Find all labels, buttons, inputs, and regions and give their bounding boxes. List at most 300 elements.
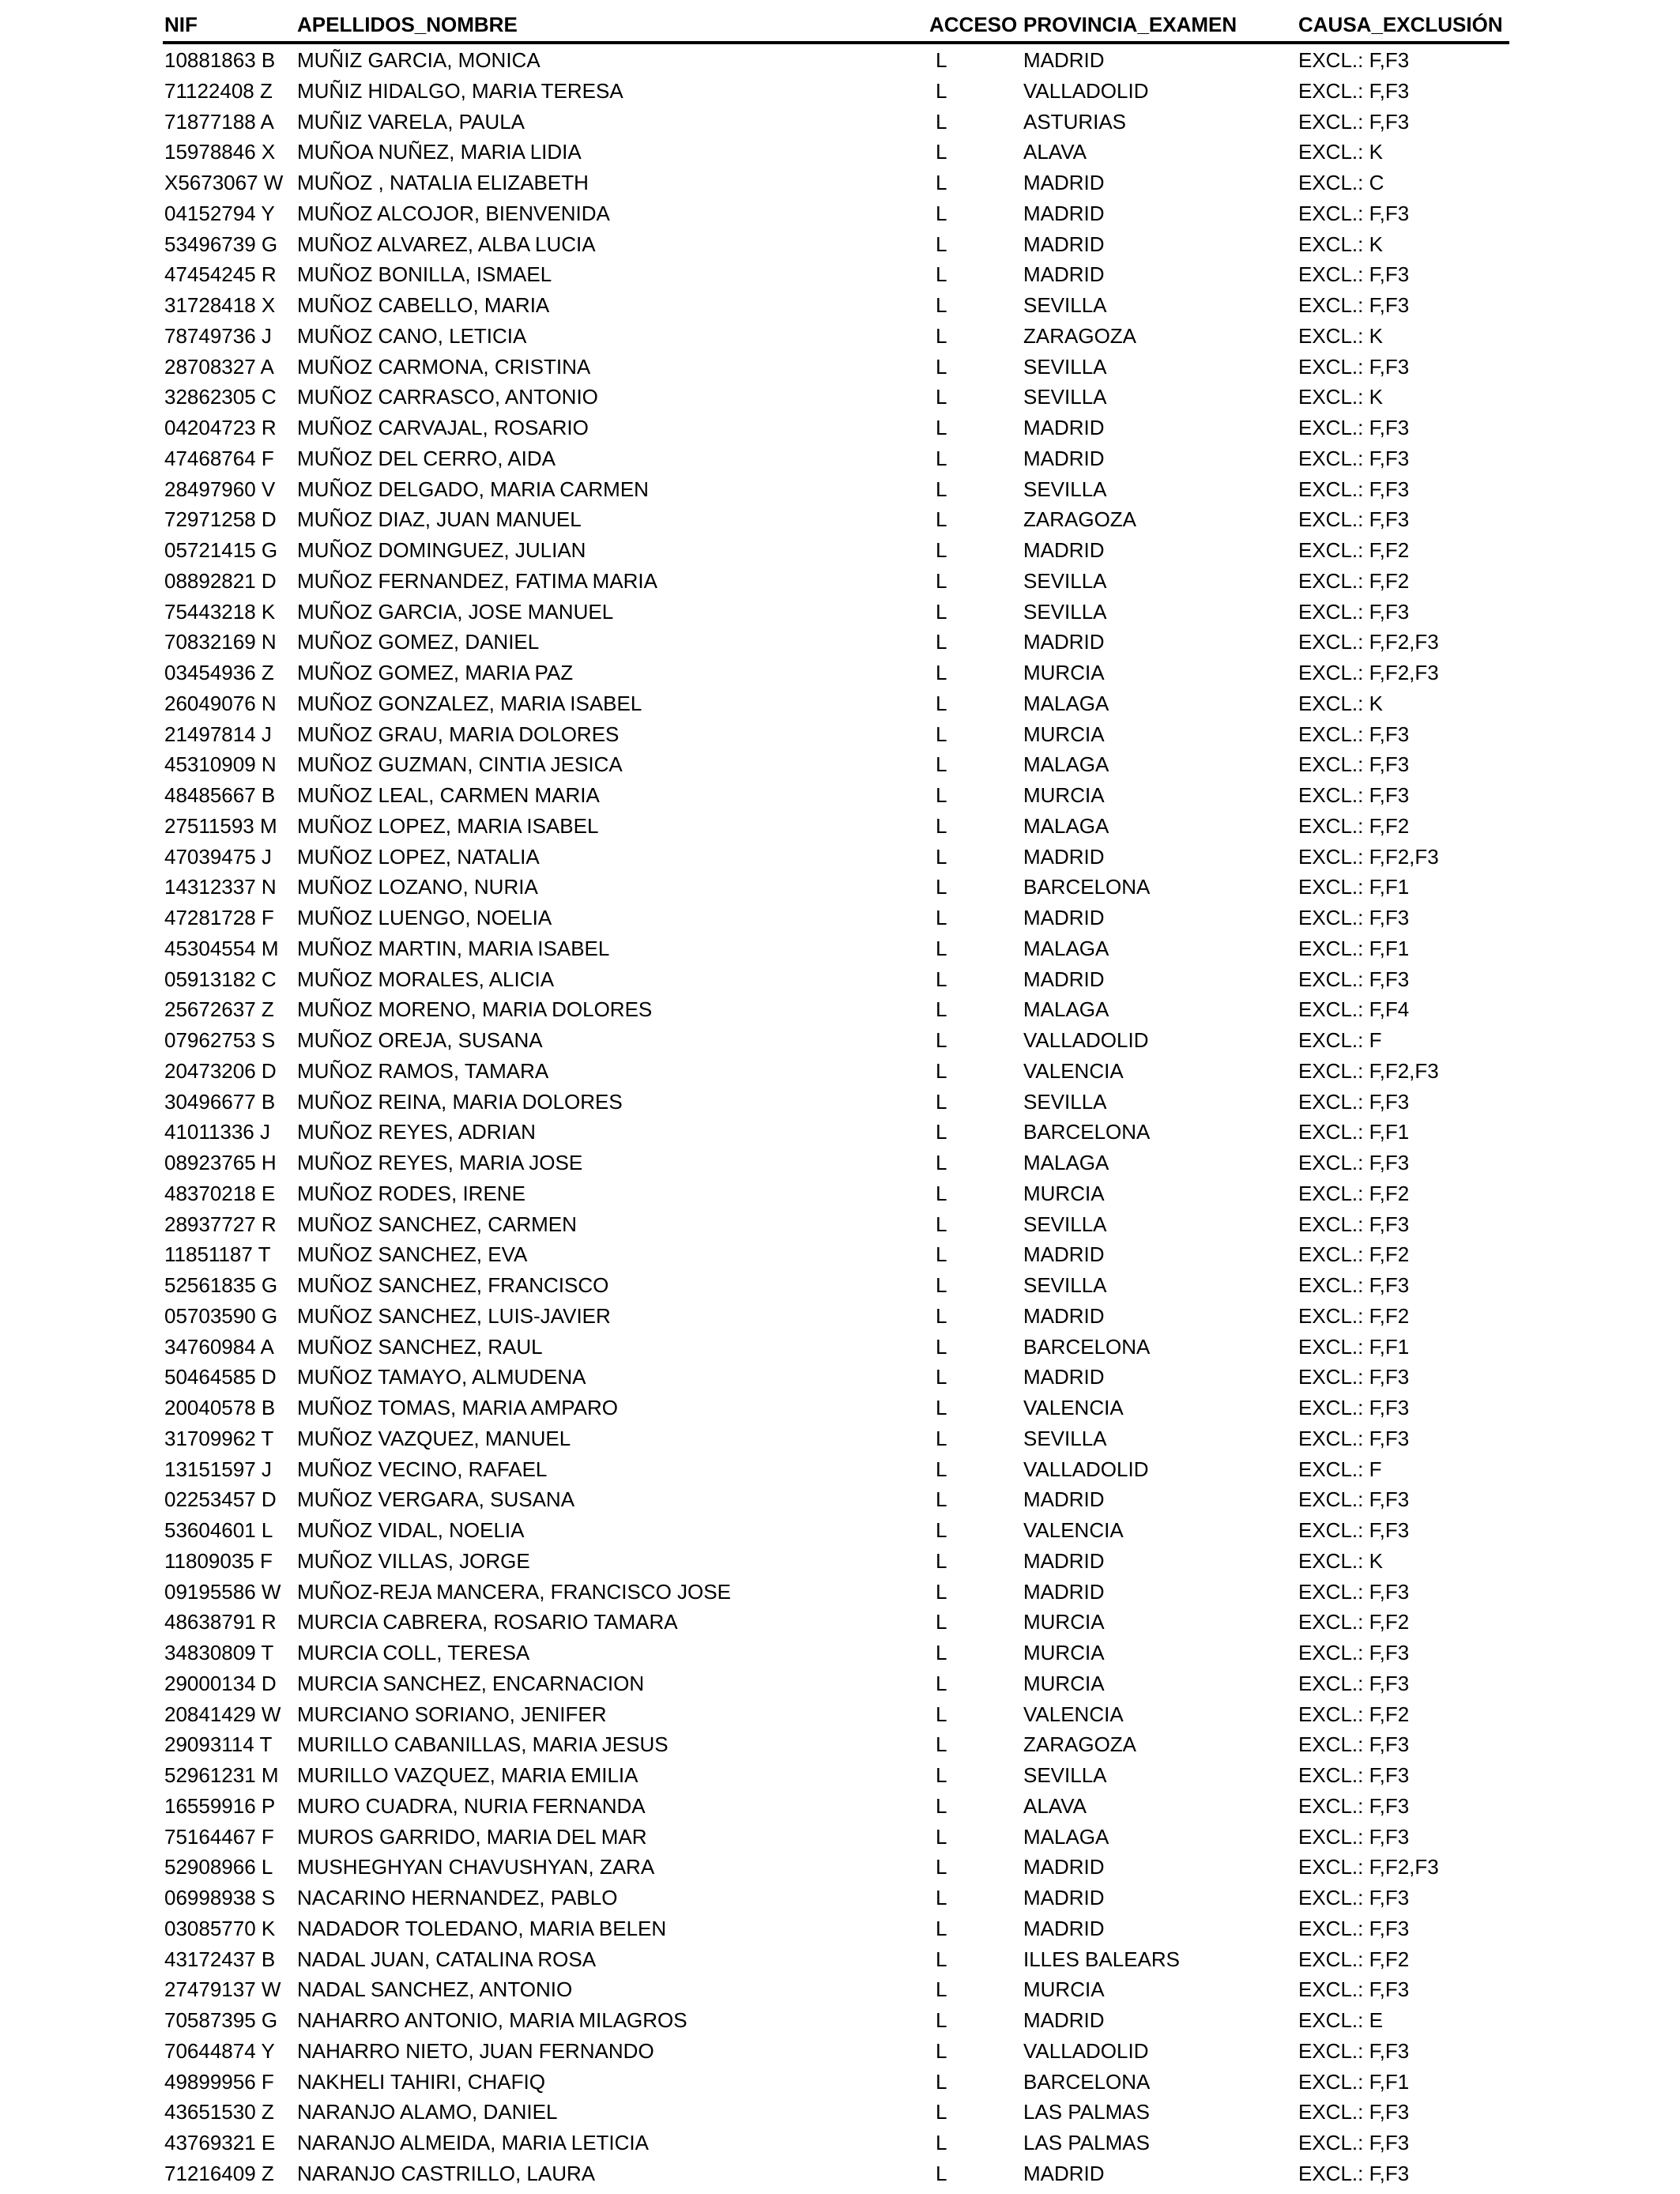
cell-causa-exclusion: EXCL.: K bbox=[1298, 323, 1383, 348]
cell-apellidos-nombre: NAHARRO NIETO, JUAN FERNANDO bbox=[297, 2038, 654, 2063]
cell-acceso: L bbox=[936, 661, 947, 684]
table-row bbox=[163, 75, 1509, 106]
table-row bbox=[163, 688, 1509, 718]
cell-provincia-examen: VALENCIA bbox=[1023, 1396, 1124, 1419]
cell-acceso: L bbox=[936, 1120, 947, 1144]
cell-causa-exclusion: EXCL.: F,F3 bbox=[1298, 967, 1410, 991]
table-row bbox=[163, 565, 1509, 596]
cell-provincia-examen: MURCIA bbox=[1023, 1181, 1105, 1205]
cell-acceso: L bbox=[936, 1886, 947, 1909]
cell-provincia-examen: MURCIA bbox=[1023, 661, 1105, 684]
cell-acceso: L bbox=[936, 1793, 947, 1818]
cell-apellidos-nombre: MUÑOZ DELGADO, MARIA CARMEN bbox=[297, 477, 649, 501]
header-apellidos-nombre: APELLIDOS_NOMBRE bbox=[297, 13, 518, 36]
cell-provincia-examen: MADRID bbox=[1023, 262, 1105, 287]
table-row bbox=[163, 381, 1509, 412]
table-row bbox=[163, 1973, 1509, 2004]
cell-apellidos-nombre: MUÑOZ MARTIN, MARIA ISABEL bbox=[297, 936, 610, 960]
cell-nif: 07962753 S bbox=[164, 1028, 276, 1052]
cell-nif: 71122408 Z bbox=[164, 78, 273, 103]
cell-causa-exclusion: EXCL.: F,F1 bbox=[1298, 936, 1410, 960]
cell-apellidos-nombre: MURCIA COLL, TERESA bbox=[297, 1641, 530, 1664]
cell-nif: 05913182 C bbox=[164, 967, 277, 991]
cell-acceso: L bbox=[936, 1242, 947, 1267]
table-row bbox=[163, 1300, 1509, 1331]
cell-causa-exclusion: EXCL.: F,F2 bbox=[1298, 568, 1410, 593]
cell-causa-exclusion: EXCL.: F,F3 bbox=[1298, 1579, 1410, 1604]
cell-causa-exclusion: EXCL.: K bbox=[1298, 691, 1383, 715]
cell-nif: 27479137 W bbox=[164, 1977, 281, 2002]
cell-apellidos-nombre: MURCIA SANCHEZ, ENCARNACION bbox=[297, 1671, 645, 1695]
cell-apellidos-nombre: MUÑOZ VAZQUEZ, MANUEL bbox=[297, 1426, 571, 1450]
cell-apellidos-nombre: MUÑIZ VARELA, PAULA bbox=[297, 109, 525, 134]
cell-causa-exclusion: EXCL.: K bbox=[1298, 140, 1383, 164]
cell-causa-exclusion: EXCL.: F,F3 bbox=[1298, 1089, 1410, 1114]
table-row bbox=[163, 933, 1509, 963]
cell-causa-exclusion: EXCL.: F,F2 bbox=[1298, 813, 1410, 838]
cell-nif: 14312337 N bbox=[164, 875, 277, 899]
cell-acceso: L bbox=[936, 48, 947, 72]
cell-provincia-examen: SEVILLA bbox=[1023, 1426, 1107, 1450]
cell-provincia-examen: SEVILLA bbox=[1023, 385, 1107, 409]
cell-causa-exclusion: EXCL.: F,F2,F3 bbox=[1298, 1855, 1439, 1879]
cell-acceso: L bbox=[936, 599, 947, 624]
table-row bbox=[163, 657, 1509, 688]
cell-acceso: L bbox=[936, 2161, 947, 2185]
cell-nif: 04152794 Y bbox=[164, 201, 275, 225]
cell-provincia-examen: ASTURIAS bbox=[1023, 109, 1127, 134]
cell-acceso: L bbox=[936, 1396, 947, 1419]
table-row bbox=[163, 1637, 1509, 1668]
cell-apellidos-nombre: MUÑOZ RAMOS, TAMARA bbox=[297, 1058, 549, 1083]
cell-causa-exclusion: EXCL.: F,F3 bbox=[1298, 1273, 1410, 1297]
cell-apellidos-nombre: NAKHELI TAHIRI, CHAFIQ bbox=[297, 2069, 545, 2094]
cell-apellidos-nombre: MUÑOZ SANCHEZ, LUIS-JAVIER bbox=[297, 1303, 611, 1328]
cell-apellidos-nombre: MUÑOZ MORALES, ALICIA bbox=[297, 967, 555, 991]
cell-apellidos-nombre: MUSHEGHYAN CHAVUSHYAN, ZARA bbox=[297, 1855, 655, 1879]
header-provincia-examen: PROVINCIA_EXAMEN bbox=[1023, 13, 1237, 36]
cell-acceso: L bbox=[936, 1334, 947, 1359]
table-row bbox=[163, 289, 1509, 320]
table-row bbox=[163, 1238, 1509, 1269]
cell-acceso: L bbox=[936, 568, 947, 593]
cell-apellidos-nombre: MUÑOZ RODES, IRENE bbox=[297, 1181, 525, 1205]
cell-acceso: L bbox=[936, 722, 947, 746]
cell-provincia-examen: BARCELONA bbox=[1023, 1120, 1151, 1144]
cell-causa-exclusion: EXCL.: F,F3 bbox=[1298, 416, 1410, 439]
cell-acceso: L bbox=[936, 2131, 947, 2154]
cell-apellidos-nombre: MUÑOZ DEL CERRO, AIDA bbox=[297, 446, 556, 470]
cell-provincia-examen: BARCELONA bbox=[1023, 1334, 1151, 1359]
cell-acceso: L bbox=[936, 507, 947, 532]
cell-apellidos-nombre: NARANJO ALAMO, DANIEL bbox=[297, 2100, 558, 2124]
cell-nif: 04204723 R bbox=[164, 416, 277, 439]
cell-nif: 28937727 R bbox=[164, 1212, 277, 1236]
cell-nif: 30496677 B bbox=[164, 1089, 276, 1114]
cell-provincia-examen: SEVILLA bbox=[1023, 477, 1107, 501]
cell-acceso: L bbox=[936, 1579, 947, 1604]
table-row bbox=[163, 2158, 1509, 2188]
cell-nif: 49899956 F bbox=[164, 2069, 274, 2094]
cell-provincia-examen: MALAGA bbox=[1023, 1151, 1109, 1174]
cell-causa-exclusion: EXCL.: F,F3 bbox=[1298, 78, 1410, 103]
cell-nif: 31728418 X bbox=[164, 293, 276, 317]
table-row bbox=[163, 718, 1509, 749]
cell-causa-exclusion: EXCL.: F,F3 bbox=[1298, 783, 1410, 807]
cell-nif: 32862305 C bbox=[164, 385, 277, 409]
table-row bbox=[163, 1024, 1509, 1055]
cell-apellidos-nombre: MUÑOZ SANCHEZ, EVA bbox=[297, 1242, 528, 1267]
table-row bbox=[163, 1147, 1509, 1178]
cell-apellidos-nombre: NARANJO ALMEIDA, MARIA LETICIA bbox=[297, 2131, 649, 2154]
cell-apellidos-nombre: MUÑOZ LOZANO, NURIA bbox=[297, 875, 538, 899]
cell-causa-exclusion: EXCL.: K bbox=[1298, 385, 1383, 409]
cell-causa-exclusion: EXCL.: F,F3 bbox=[1298, 1793, 1410, 1818]
cell-apellidos-nombre: MUÑOZ TAMAYO, ALMUDENA bbox=[297, 1365, 586, 1389]
cell-provincia-examen: MALAGA bbox=[1023, 936, 1109, 960]
cell-causa-exclusion: EXCL.: F,F3 bbox=[1298, 1824, 1410, 1849]
cell-nif: 71216409 Z bbox=[164, 2161, 274, 2185]
cell-causa-exclusion: EXCL.: F bbox=[1298, 1457, 1382, 1481]
cell-provincia-examen: MADRID bbox=[1023, 1886, 1105, 1909]
cell-apellidos-nombre: MUÑOZ GONZALEZ, MARIA ISABEL bbox=[297, 691, 642, 715]
cell-causa-exclusion: EXCL.: F,F3 bbox=[1298, 1977, 1410, 2002]
cell-causa-exclusion: EXCL.: F,F3 bbox=[1298, 1886, 1410, 1909]
cell-nif: 31709962 T bbox=[164, 1426, 274, 1450]
cell-nif: 21497814 J bbox=[164, 722, 272, 746]
cell-apellidos-nombre: MUÑOZ GRAU, MARIA DOLORES bbox=[297, 722, 620, 746]
table-body bbox=[163, 44, 1509, 2188]
cell-provincia-examen: MALAGA bbox=[1023, 691, 1109, 715]
cell-nif: 05721415 G bbox=[164, 538, 278, 562]
table-row bbox=[163, 2127, 1509, 2158]
cell-provincia-examen: VALENCIA bbox=[1023, 1702, 1124, 1726]
cell-causa-exclusion: EXCL.: F,F3 bbox=[1298, 1518, 1410, 1542]
cell-causa-exclusion: EXCL.: F,F2 bbox=[1298, 1610, 1410, 1634]
cell-nif: 10881863 B bbox=[164, 48, 276, 72]
table-row bbox=[163, 136, 1509, 167]
cell-nif: 48370218 E bbox=[164, 1181, 276, 1205]
table-row bbox=[163, 871, 1509, 902]
table-row bbox=[163, 810, 1509, 841]
table-row bbox=[163, 1576, 1509, 1607]
cell-acceso: L bbox=[936, 1916, 947, 1940]
cell-nif: 29000134 D bbox=[164, 1671, 277, 1695]
cell-acceso: L bbox=[936, 323, 947, 348]
cell-nif: 50464585 D bbox=[164, 1365, 277, 1389]
cell-acceso: L bbox=[936, 1548, 947, 1573]
cell-nif: 47039475 J bbox=[164, 844, 272, 869]
cell-apellidos-nombre: NADAL JUAN, CATALINA ROSA bbox=[297, 1947, 597, 1971]
table-row bbox=[163, 2035, 1509, 2066]
cell-causa-exclusion: EXCL.: F,F1 bbox=[1298, 2069, 1410, 2094]
cell-acceso: L bbox=[936, 2038, 947, 2063]
exclusion-table bbox=[163, 8, 1509, 2188]
cell-apellidos-nombre: MUÑOZ REYES, ADRIAN bbox=[297, 1120, 536, 1144]
cell-nif: 47468764 F bbox=[164, 446, 274, 470]
cell-causa-exclusion: EXCL.: F,F3 bbox=[1298, 354, 1410, 379]
cell-causa-exclusion: EXCL.: F,F3 bbox=[1298, 1396, 1410, 1419]
cell-provincia-examen: MADRID bbox=[1023, 1242, 1105, 1267]
cell-apellidos-nombre: MUÑOZ VERGARA, SUSANA bbox=[297, 1487, 575, 1512]
cell-nif: 47281728 F bbox=[164, 906, 274, 929]
cell-acceso: L bbox=[936, 813, 947, 838]
cell-causa-exclusion: EXCL.: F,F2,F3 bbox=[1298, 661, 1439, 684]
cell-provincia-examen: SEVILLA bbox=[1023, 568, 1107, 593]
cell-provincia-examen: MADRID bbox=[1023, 538, 1105, 562]
cell-acceso: L bbox=[936, 1947, 947, 1971]
cell-causa-exclusion: EXCL.: F,F3 bbox=[1298, 906, 1410, 929]
cell-nif: 15978846 X bbox=[164, 140, 276, 164]
cell-provincia-examen: ALAVA bbox=[1023, 1793, 1087, 1818]
cell-apellidos-nombre: NARANJO CASTRILLO, LAURA bbox=[297, 2161, 596, 2185]
table-row bbox=[163, 1361, 1509, 1392]
cell-provincia-examen: VALENCIA bbox=[1023, 1518, 1124, 1542]
cell-causa-exclusion: EXCL.: C bbox=[1298, 171, 1384, 194]
table-row bbox=[163, 167, 1509, 198]
table-row bbox=[163, 902, 1509, 933]
cell-nif: 52908966 L bbox=[164, 1855, 273, 1879]
cell-causa-exclusion: EXCL.: F,F3 bbox=[1298, 722, 1410, 746]
cell-acceso: L bbox=[936, 1365, 947, 1389]
cell-provincia-examen: MALAGA bbox=[1023, 813, 1109, 838]
cell-apellidos-nombre: MUÑOZ LUENGO, NOELIA bbox=[297, 906, 552, 929]
table-row bbox=[163, 1606, 1509, 1637]
cell-causa-exclusion: EXCL.: F,F3 bbox=[1298, 477, 1410, 501]
table-row bbox=[163, 1698, 1509, 1729]
cell-acceso: L bbox=[936, 385, 947, 409]
cell-nif: 06998938 S bbox=[164, 1886, 276, 1909]
cell-apellidos-nombre: MUÑOZ LOPEZ, NATALIA bbox=[297, 844, 540, 869]
cell-nif: 52961231 M bbox=[164, 1763, 279, 1787]
cell-nif: 05703590 G bbox=[164, 1303, 278, 1328]
cell-provincia-examen: MURCIA bbox=[1023, 1977, 1105, 2002]
cell-apellidos-nombre: NACARINO HERNANDEZ, PABLO bbox=[297, 1886, 618, 1909]
cell-causa-exclusion: EXCL.: F,F2 bbox=[1298, 538, 1410, 562]
cell-apellidos-nombre: MUÑOZ GOMEZ, DANIEL bbox=[297, 630, 540, 654]
cell-nif: 45310909 N bbox=[164, 752, 277, 777]
table-row bbox=[163, 534, 1509, 565]
cell-apellidos-nombre: MUÑIZ HIDALGO, MARIA TERESA bbox=[297, 78, 623, 103]
cell-nif: X5673067 W bbox=[164, 171, 284, 194]
cell-provincia-examen: MADRID bbox=[1023, 906, 1105, 929]
cell-nif: 34830809 T bbox=[164, 1641, 274, 1664]
cell-nif: 03085770 K bbox=[164, 1916, 276, 1940]
cell-causa-exclusion: EXCL.: F,F1 bbox=[1298, 875, 1410, 899]
cell-provincia-examen: VALLADOLID bbox=[1023, 1457, 1149, 1481]
cell-nif: 28497960 V bbox=[164, 477, 276, 501]
cell-acceso: L bbox=[936, 140, 947, 164]
cell-apellidos-nombre: MUÑOZ-REJA MANCERA, FRANCISCO JOSE bbox=[297, 1579, 731, 1604]
cell-apellidos-nombre: MUÑOZ VILLAS, JORGE bbox=[297, 1548, 530, 1573]
cell-acceso: L bbox=[936, 232, 947, 256]
cell-apellidos-nombre: MUÑOZ SANCHEZ, RAUL bbox=[297, 1334, 543, 1359]
cell-nif: 75443218 K bbox=[164, 599, 276, 624]
cell-acceso: L bbox=[936, 446, 947, 470]
cell-acceso: L bbox=[936, 201, 947, 225]
cell-provincia-examen: MADRID bbox=[1023, 844, 1105, 869]
cell-nif: 45304554 M bbox=[164, 936, 279, 960]
table-row bbox=[163, 198, 1509, 228]
table-row bbox=[163, 106, 1509, 137]
cell-provincia-examen: MADRID bbox=[1023, 201, 1105, 225]
cell-apellidos-nombre: MUÑOZ TOMAS, MARIA AMPARO bbox=[297, 1396, 618, 1419]
table-row bbox=[163, 1668, 1509, 1698]
cell-provincia-examen: BARCELONA bbox=[1023, 2069, 1151, 2094]
cell-apellidos-nombre: MUÑOZ LEAL, CARMEN MARIA bbox=[297, 783, 600, 807]
cell-provincia-examen: SEVILLA bbox=[1023, 1763, 1107, 1787]
cell-apellidos-nombre: NADADOR TOLEDANO, MARIA BELEN bbox=[297, 1916, 667, 1940]
cell-provincia-examen: MADRID bbox=[1023, 171, 1105, 194]
table-row bbox=[163, 443, 1509, 473]
cell-apellidos-nombre: MUÑOZ ALVAREZ, ALBA LUCIA bbox=[297, 232, 596, 256]
table-row bbox=[163, 1821, 1509, 1852]
cell-apellidos-nombre: MUÑOZ GOMEZ, MARIA PAZ bbox=[297, 661, 574, 684]
cell-provincia-examen: MADRID bbox=[1023, 967, 1105, 991]
table-row bbox=[163, 963, 1509, 994]
cell-nif: 72971258 D bbox=[164, 507, 277, 532]
table-row bbox=[163, 1483, 1509, 1514]
cell-acceso: L bbox=[936, 997, 947, 1022]
table-row bbox=[163, 1913, 1509, 1943]
cell-acceso: L bbox=[936, 171, 947, 194]
cell-provincia-examen: MADRID bbox=[1023, 1579, 1105, 1604]
cell-nif: 52561835 G bbox=[164, 1273, 278, 1297]
cell-acceso: L bbox=[936, 1089, 947, 1114]
cell-acceso: L bbox=[936, 1487, 947, 1512]
cell-acceso: L bbox=[936, 875, 947, 899]
cell-apellidos-nombre: MUÑOZ , NATALIA ELIZABETH bbox=[297, 171, 589, 194]
cell-provincia-examen: VALLADOLID bbox=[1023, 78, 1149, 103]
cell-nif: 43172437 B bbox=[164, 1947, 276, 1971]
cell-apellidos-nombre: MUÑOZ OREJA, SUSANA bbox=[297, 1028, 543, 1052]
cell-acceso: L bbox=[936, 1732, 947, 1757]
cell-acceso: L bbox=[936, 1855, 947, 1879]
table-row bbox=[163, 503, 1509, 534]
header-acceso: ACCESO bbox=[929, 13, 1018, 36]
cell-causa-exclusion: EXCL.: F,F3 bbox=[1298, 1671, 1410, 1695]
cell-provincia-examen: MALAGA bbox=[1023, 752, 1109, 777]
cell-apellidos-nombre: MUÑOA NUÑEZ, MARIA LIDIA bbox=[297, 140, 582, 164]
cell-acceso: L bbox=[936, 2008, 947, 2032]
cell-provincia-examen: MURCIA bbox=[1023, 722, 1105, 746]
cell-nif: 71877188 A bbox=[164, 109, 274, 134]
cell-provincia-examen: ZARAGOZA bbox=[1023, 1732, 1137, 1757]
cell-nif: 70832169 N bbox=[164, 630, 277, 654]
cell-nif: 11851187 T bbox=[164, 1242, 271, 1267]
cell-nif: 47454245 R bbox=[164, 262, 277, 287]
cell-causa-exclusion: EXCL.: F,F2 bbox=[1298, 1181, 1410, 1205]
header-nif: NIF bbox=[164, 13, 198, 36]
cell-causa-exclusion: EXCL.: F,F3 bbox=[1298, 1487, 1410, 1512]
cell-nif: 11809035 F bbox=[164, 1548, 273, 1573]
cell-apellidos-nombre: MUÑOZ CABELLO, MARIA bbox=[297, 293, 550, 317]
cell-provincia-examen: VALLADOLID bbox=[1023, 1028, 1149, 1052]
cell-apellidos-nombre: MUÑOZ DOMINGUEZ, JULIAN bbox=[297, 538, 586, 562]
cell-apellidos-nombre: MUÑIZ GARCIA, MONICA bbox=[297, 48, 541, 72]
cell-acceso: L bbox=[936, 262, 947, 287]
cell-causa-exclusion: EXCL.: F,F3 bbox=[1298, 1365, 1410, 1389]
table-row bbox=[163, 320, 1509, 351]
cell-acceso: L bbox=[936, 1763, 947, 1787]
cell-provincia-examen: ALAVA bbox=[1023, 140, 1087, 164]
cell-apellidos-nombre: MURCIANO SORIANO, JENIFER bbox=[297, 1702, 607, 1726]
cell-apellidos-nombre: MUÑOZ SANCHEZ, CARMEN bbox=[297, 1212, 577, 1236]
cell-nif: 09195586 W bbox=[164, 1579, 281, 1604]
cell-causa-exclusion: EXCL.: F,F3 bbox=[1298, 507, 1410, 532]
table-row bbox=[163, 1086, 1509, 1117]
cell-causa-exclusion: EXCL.: F,F2 bbox=[1298, 1242, 1410, 1267]
cell-apellidos-nombre: MUROS GARRIDO, MARIA DEL MAR bbox=[297, 1824, 647, 1849]
cell-acceso: L bbox=[936, 2100, 947, 2124]
cell-provincia-examen: ILLES BALEARS bbox=[1023, 1947, 1180, 1971]
cell-causa-exclusion: EXCL.: F,F2,F3 bbox=[1298, 630, 1439, 654]
cell-provincia-examen: VALENCIA bbox=[1023, 1058, 1124, 1083]
cell-provincia-examen: VALLADOLID bbox=[1023, 2038, 1149, 2063]
cell-causa-exclusion: EXCL.: F,F3 bbox=[1298, 2100, 1410, 2124]
table-row bbox=[163, 626, 1509, 657]
table-row bbox=[163, 1055, 1509, 1086]
cell-acceso: L bbox=[936, 1212, 947, 1236]
cell-apellidos-nombre: MURILLO CABANILLAS, MARIA JESUS bbox=[297, 1732, 669, 1757]
cell-provincia-examen: MURCIA bbox=[1023, 1610, 1105, 1634]
table-row bbox=[163, 841, 1509, 872]
cell-provincia-examen: BARCELONA bbox=[1023, 875, 1151, 899]
table-row bbox=[163, 1882, 1509, 1913]
cell-nif: 28708327 A bbox=[164, 354, 274, 379]
cell-causa-exclusion: EXCL.: F,F3 bbox=[1298, 109, 1410, 134]
cell-provincia-examen: MADRID bbox=[1023, 1487, 1105, 1512]
cell-acceso: L bbox=[936, 538, 947, 562]
cell-acceso: L bbox=[936, 752, 947, 777]
cell-nif: 20473206 D bbox=[164, 1058, 277, 1083]
cell-provincia-examen: MURCIA bbox=[1023, 1671, 1105, 1695]
cell-provincia-examen: MADRID bbox=[1023, 1303, 1105, 1328]
table-row bbox=[163, 412, 1509, 443]
cell-causa-exclusion: EXCL.: F,F3 bbox=[1298, 2038, 1410, 2063]
cell-acceso: L bbox=[936, 1977, 947, 2002]
cell-acceso: L bbox=[936, 1181, 947, 1205]
cell-acceso: L bbox=[936, 783, 947, 807]
cell-causa-exclusion: EXCL.: F,F3 bbox=[1298, 1763, 1410, 1787]
table-row bbox=[163, 1728, 1509, 1759]
cell-causa-exclusion: EXCL.: F,F3 bbox=[1298, 262, 1410, 287]
cell-provincia-examen: SEVILLA bbox=[1023, 1212, 1107, 1236]
cell-nif: 75164467 F bbox=[164, 1824, 274, 1849]
cell-causa-exclusion: EXCL.: F,F2,F3 bbox=[1298, 844, 1439, 869]
cell-acceso: L bbox=[936, 1518, 947, 1542]
cell-provincia-examen: SEVILLA bbox=[1023, 293, 1107, 317]
table-row bbox=[163, 1116, 1509, 1147]
cell-acceso: L bbox=[936, 109, 947, 134]
cell-acceso: L bbox=[936, 1610, 947, 1634]
table-row bbox=[163, 1514, 1509, 1545]
cell-causa-exclusion: EXCL.: F,F3 bbox=[1298, 201, 1410, 225]
cell-acceso: L bbox=[936, 477, 947, 501]
table-row bbox=[163, 258, 1509, 289]
cell-provincia-examen: MADRID bbox=[1023, 446, 1105, 470]
cell-apellidos-nombre: MUÑOZ GUZMAN, CINTIA JESICA bbox=[297, 752, 623, 777]
cell-causa-exclusion: EXCL.: F bbox=[1298, 1028, 1382, 1052]
cell-acceso: L bbox=[936, 78, 947, 103]
cell-apellidos-nombre: MUÑOZ VIDAL, NOELIA bbox=[297, 1518, 525, 1542]
cell-causa-exclusion: EXCL.: F,F3 bbox=[1298, 752, 1410, 777]
cell-acceso: L bbox=[936, 354, 947, 379]
cell-acceso: L bbox=[936, 1273, 947, 1297]
cell-causa-exclusion: EXCL.: K bbox=[1298, 232, 1383, 256]
cell-provincia-examen: MADRID bbox=[1023, 1916, 1105, 1940]
table-row bbox=[163, 1790, 1509, 1821]
